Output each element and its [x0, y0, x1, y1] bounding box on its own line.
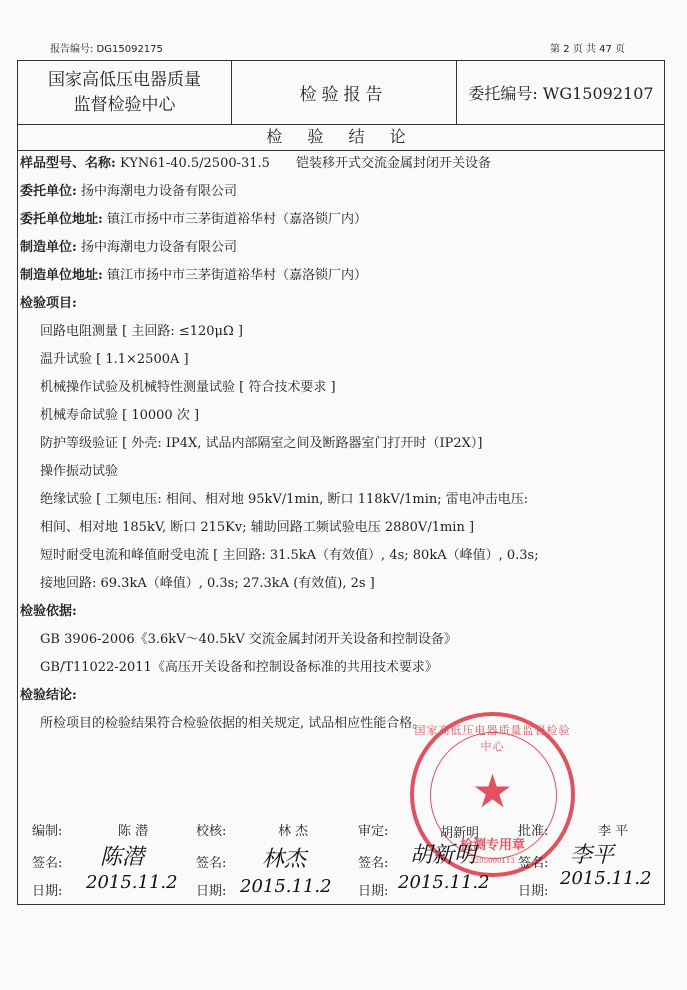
date-review: 2015.11.2 — [398, 872, 490, 893]
date-label: 日期: — [518, 884, 549, 899]
client-address-value: 镇江市扬中市三茅街道裕华村（嘉洛锁厂内） — [106, 212, 367, 227]
signature-check: 林杰 — [262, 847, 307, 872]
maker-address-label: 制造单位地址: — [20, 268, 103, 283]
approve-label: 批准: — [518, 824, 549, 839]
conclusion-text: 所检项目的检验结果符合检验依据的相关规定, 试品相应性能合格。 — [40, 716, 426, 731]
model-row — [20, 152, 491, 171]
date-approve: 2015.11.2 — [560, 868, 652, 889]
client-value: 扬中海潮电力设备有限公司 — [80, 184, 237, 199]
page-number: 第 2 页 共 47 页 — [550, 44, 625, 55]
approve-name: 李 平 — [598, 824, 629, 839]
model-value: KYN61-40.5/2500-31.5 铠装移开式交流金属封闭开关设备 — [119, 156, 491, 171]
client-row — [20, 180, 237, 199]
client-address-row — [20, 208, 367, 227]
item: 相间、相对地 185kV, 断口 215Kv; 辅助回路工频试验电压 2880V/1min ] — [40, 520, 475, 535]
report-header — [18, 61, 664, 125]
item: 防护等级验证 [ 外壳: IP4X, 试品内部隔室之间及断路器室门打开时（IP2X）] — [40, 436, 483, 451]
maker-label: 制造单位: — [20, 240, 77, 255]
date-label: 日期: — [358, 884, 389, 899]
conclusion-label: 检验结论: — [20, 688, 77, 703]
item: 接地回路: 69.3kA（峰值）, 0.3s; 27.3kA (有效值), 2s ] — [40, 576, 375, 591]
review-label: 审定: — [358, 824, 389, 839]
org-name — [18, 61, 232, 124]
check-label: 校核: — [196, 824, 227, 839]
review-name: 胡新明 — [440, 826, 480, 841]
star-icon: ★ — [471, 764, 514, 818]
sign-label: 签名: — [32, 856, 63, 871]
seal-number: 3205000113 — [470, 857, 515, 865]
maker-row — [20, 236, 237, 255]
compile-label: 编制: — [32, 824, 63, 839]
signature-approve: 李平 — [570, 843, 615, 868]
maker-address-row — [20, 264, 367, 283]
date-compile: 2015.11.2 — [86, 872, 178, 893]
item: 短时耐受电流和峰值耐受电流 [ 主回路: 31.5kA（有效值）, 4s; 80kA（峰值）, 0.3s; — [40, 548, 539, 563]
basis-item: GB 3906-2006《3.6kV～40.5kV 交流金属封闭开关设备和控制设备》 — [40, 632, 457, 647]
check-name: 林 杰 — [278, 824, 309, 839]
client-address-label: 委托单位地址: — [20, 212, 103, 227]
signature-review: 胡新明 — [410, 843, 477, 868]
item: 机械操作试验及机械特性测量试验 [ 符合技术要求 ] — [40, 380, 336, 395]
sign-label: 签名: — [358, 856, 389, 871]
item: 机械寿命试验 [ 10000 次 ] — [40, 408, 200, 423]
client-label: 委托单位: — [20, 184, 77, 199]
seal-ring-text: 国家高低压电器质量监督检验中心 — [414, 724, 571, 753]
maker-address-value: 镇江市扬中市三茅街道裕华村（嘉洛锁厂内） — [106, 268, 367, 283]
sign-label: 签名: — [518, 856, 549, 871]
entrust-number: 委托编号: WG15092107 — [468, 84, 654, 103]
section-title: 检 验 结 论 — [18, 124, 664, 151]
basis-item: GB/T11022-2011《高压开关设备和控制设备标准的共用技术要求》 — [40, 660, 438, 675]
maker-value: 扬中海潮电力设备有限公司 — [80, 240, 237, 255]
org-line-2: 监督检验中心 — [73, 94, 176, 115]
signature-compile: 陈潜 — [100, 845, 145, 870]
report-number: 报告编号: DG15092175 — [50, 44, 163, 55]
report-title: 检验报告 — [231, 61, 457, 124]
date-label: 日期: — [196, 884, 227, 899]
basis-label: 检验依据: — [20, 604, 77, 619]
date-check: 2015.11.2 — [240, 876, 332, 897]
item: 回路电阻测量 [ 主回路: ≤120μΩ ] — [40, 324, 243, 339]
org-line-1: 国家高低压电器质量 — [48, 69, 201, 90]
sign-label: 签名: — [196, 856, 227, 871]
item: 操作振动试验 — [40, 464, 119, 479]
date-label: 日期: — [32, 884, 63, 899]
items-label: 检验项目: — [20, 296, 77, 311]
compile-name: 陈 潜 — [118, 824, 149, 839]
model-label: 样品型号、名称: — [20, 156, 116, 171]
item: 温升试验 [ 1.1×2500A ] — [40, 352, 189, 367]
seal-use-text: 检测专用章 — [459, 838, 525, 853]
item: 绝缘试验 [ 工频电压: 相间、相对地 95kV/1min, 断口 118kV/1min; 雷电冲击电压: — [40, 492, 529, 507]
